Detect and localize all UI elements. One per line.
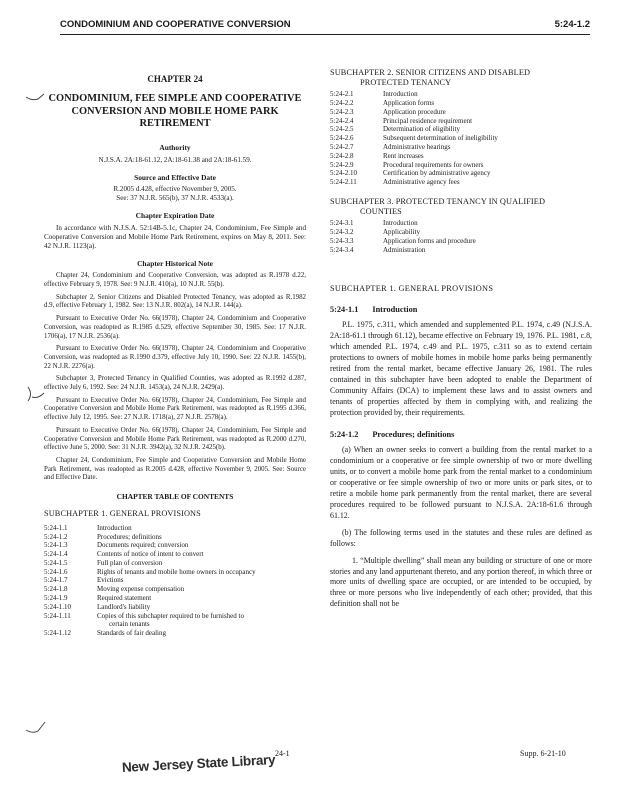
toc-entry <box>330 246 592 255</box>
rule-heading <box>330 305 592 314</box>
source-citation: See: 37 N.J.R. 565(b), 37 N.J.R. 4533(a). <box>116 193 234 202</box>
toc-entry <box>44 568 306 577</box>
history-note: Subchapter 3, Protected Tenancy in Qualified Counties, was adopted as R.1992 d.287, effective July 6, 1992. See: 24 N.J.R. 1453(a), 24 N.J.R. 2429(a). <box>44 375 306 392</box>
toc-entry <box>44 559 306 568</box>
history-heading: Chapter Historical Note <box>137 259 213 269</box>
toc-entry-number: 5:24-2.2 <box>330 98 354 107</box>
toc-entry-title: Rights of tenants and mobile home owners in occupancy <box>97 567 256 576</box>
toc-entry-title: Full plan of conversion <box>97 558 163 567</box>
authority-heading: Authority <box>159 142 191 152</box>
toc-entry-number: 5:24-1.9 <box>44 594 68 603</box>
toc-entry-number: 5:24-2.8 <box>330 151 354 160</box>
toc-entry-title: Subsequent determination of ineligibility <box>383 134 498 143</box>
toc-entry-title: Procedures; definitions <box>97 532 162 541</box>
toc-entry-number: 5:24-2.10 <box>330 169 358 178</box>
toc-entry <box>44 576 306 585</box>
toc-entry-title: Evictions <box>97 576 124 585</box>
toc-entry <box>44 524 306 533</box>
toc-entry <box>330 99 592 108</box>
toc-entry <box>44 594 306 603</box>
toc-entry-number: 5:24-1.5 <box>44 558 68 567</box>
subchapter-1-heading: SUBCHAPTER 1. GENERAL PROVISIONS <box>330 284 494 294</box>
toc-entry-title: Procedural requirements for owners <box>383 160 484 169</box>
toc-entry-title-continuation: certain tenants <box>109 620 150 629</box>
toc-subchapter-3-heading-continuation: COUNTIES <box>360 206 402 216</box>
chapter-title: CONDOMINIUM, FEE SIMPLE AND COOPERATIVE CONVERSION AND MOBILE HOME PARK RETIREMENT <box>48 93 302 130</box>
toc-entry <box>330 143 592 152</box>
toc-entry-title: Administration <box>383 245 426 254</box>
history-note: Pursuant to Executive Order No. 66(1978), Chapter 24, Condominium and Cooperative Conversion, was readopted as R.1990 d.379, effective July 10, 1990. See: 22 N.J.R. 1455(b), 22 N.J.R. 2276(a). <box>44 345 306 370</box>
toc-entry-title: Standards of fair dealing <box>97 629 167 638</box>
toc-subchapter-2-heading <box>330 68 592 87</box>
toc-entry-number: 5:24-1.7 <box>44 576 68 585</box>
toc-entry-number: 5:24-2.11 <box>330 178 357 187</box>
left-column <box>44 70 306 638</box>
toc-entry-title: Documents required; conversion <box>97 541 189 550</box>
history-note: Subchapter 2, Senior Citizens and Disabled Protected Tenancy, was adopted as R.1982 d.9, effective February 1, 1982. See: 13 N.J.R. 802(a), 14 N.J.R. 144(a). <box>44 293 306 310</box>
toc-subchapter-3-heading-line: SUBCHAPTER 3. PROTECTED TENANCY IN QUALIFIED <box>330 196 546 206</box>
toc-entry-title: Contents of notice of intent to convert <box>97 550 204 559</box>
toc-entry <box>330 178 592 187</box>
toc-subchapter-2 <box>330 90 592 187</box>
toc-entry-number: 5:24-1.6 <box>44 567 68 576</box>
running-header <box>60 18 590 35</box>
toc-entry-title: Principal residence requirement <box>383 116 473 125</box>
toc-entry-title: Moving expense compensation <box>97 585 185 594</box>
toc-entry-title: Applicability <box>383 227 420 236</box>
toc-subchapter-1-heading: SUBCHAPTER 1. GENERAL PROVISIONS <box>44 509 201 519</box>
toc-entry <box>44 550 306 559</box>
toc-entry-number: 5:24-1.3 <box>44 541 68 550</box>
toc-entry <box>330 134 592 143</box>
toc-entry-title <box>97 612 306 630</box>
toc-entry-title: Required statement <box>97 594 152 603</box>
toc-entry <box>330 169 592 178</box>
toc-entry-title: Landlord's liability <box>97 602 151 611</box>
toc-entry <box>330 237 592 246</box>
toc-entry <box>44 629 306 638</box>
rule-heading <box>330 430 592 439</box>
toc-subchapter-3-heading <box>330 197 592 216</box>
toc-subchapter-3 <box>330 219 592 254</box>
toc-entry-title: Application procedure <box>383 107 446 116</box>
toc-entry <box>330 117 592 126</box>
toc-entry-number: 5:24-2.5 <box>330 125 354 134</box>
toc-subchapter-1 <box>44 524 306 638</box>
toc-entry <box>44 603 306 612</box>
source-text: R.2005 d.428, effective November 9, 2005. <box>113 184 237 193</box>
toc-entry-title: Rent increases <box>383 151 424 160</box>
toc-entry <box>44 541 306 550</box>
toc-entry <box>330 219 592 228</box>
toc-entry <box>44 612 306 630</box>
margin-check-mark <box>24 718 48 736</box>
toc-entry-title: Determination of eligibility <box>383 125 460 134</box>
toc-entry-title: Administrative agency fees <box>383 178 460 187</box>
toc-entry-title-line: Copies of this subchapter required to be furnished to <box>97 611 244 620</box>
right-column <box>330 68 592 610</box>
toc-entry-title: Administrative hearings <box>383 142 451 151</box>
history-note: Chapter 24, Condominium, Fee Simple and Cooperative Conversion and Mobile Home Park Retirement, was readopted as R.2005 d.428, effective November 9, 2005. See: Source and Effective Date. <box>44 457 306 482</box>
expiration-text: In accordance with N.J.S.A. 52:14B-5.1c, Chapter 24, Condominium, Fee Simple and Cooperative Conversion and Mobile Home Park Retirement, expires on May 8, 2011. See: 42 N.J.R. 1123(a). <box>44 224 306 251</box>
toc-entry <box>330 90 592 99</box>
rule-title: Procedures; definitions <box>372 430 455 440</box>
toc-entry-number: 5:24-3.3 <box>330 236 354 245</box>
source-heading: Source and Effective Date <box>134 172 216 182</box>
chapter-label: CHAPTER 24 <box>147 74 203 84</box>
toc-entry <box>330 228 592 237</box>
running-header-title: CONDOMINIUM AND COOPERATIVE CONVERSION <box>60 19 291 30</box>
rule-number: 5:24-1.2 <box>330 430 359 440</box>
toc-entry-number: 5:24-1.2 <box>44 532 68 541</box>
toc-entry <box>44 533 306 542</box>
toc-entry-number: 5:24-1.12 <box>44 629 72 638</box>
toc-entry-number: 5:24-3.2 <box>330 227 354 236</box>
toc-entry <box>330 108 592 117</box>
toc-entry <box>330 152 592 161</box>
toc-entry <box>44 585 306 594</box>
toc-entry-number: 5:24-1.11 <box>44 611 71 620</box>
authority-text: N.J.S.A. 2A:18-61.12, 2A:18-61.38 and 2A:18-61.59. <box>98 155 252 164</box>
toc-entry-number: 5:24-1.10 <box>44 602 72 611</box>
rule-paragraph-a: (a) When an owner seeks to convert a building from the rental market to a condominium or a cooperative or fee simple ownership of two or more dwelling units, or to convert a mobile home park from the rental market to a condominium or cooperative or fee simple ownership of two or more units or park sites, or to retire a mobile home park permanently from the rental market, there are several procedures required to be followed pursuant to N.J.S.A. 2A:18-61.6 through 61.12. <box>330 445 592 520</box>
toc-entry <box>330 125 592 134</box>
toc-entry-number: 5:24-2.4 <box>330 116 354 125</box>
history-note: Pursuant to Executive Order No. 66(1978), Chapter 24, Condominium and Cooperative Conversion, was readopted as R.1985 d.529, effective September 30, 1985. See: 17 N.J.R. 1706(a), 17 N.J.R. 2536(a). <box>44 315 306 340</box>
running-header-section: 5:24-1.2 <box>554 19 590 30</box>
library-stamp: New Jersey State Library <box>121 751 276 775</box>
toc-entry-number: 5:24-1.4 <box>44 550 68 559</box>
toc-entry-title: Introduction <box>383 90 418 99</box>
history-note: Pursuant to Executive Order No. 66(1978), Chapter 24, Condominium, Fee Simple and Cooperative Conversion and Mobile Home Park Retirement, was readopted as R.1995 d.366, effective July 12, 1995. See: 27 N.J.R. 1718(a), 27 N.J.R. 2578(a). <box>44 396 306 422</box>
rule-title: Introduction <box>372 305 418 315</box>
toc-entry <box>330 161 592 170</box>
toc-subchapter-2-heading-continuation: PROTECTED TENANCY <box>360 77 452 87</box>
toc-entry-title: Introduction <box>383 219 418 228</box>
toc-entry-number: 5:24-3.1 <box>330 219 354 228</box>
toc-entry-number: 5:24-2.9 <box>330 160 354 169</box>
rule-text: P.L. 1975, c.311, which amended and supplemented P.L. 1974, c.49 (N.J.S.A. 2A:18-61.1 through 61.12), became effective on February 19, 1976. P.L. 1981, c.8, which amended P.L. 1974, c.49 and P.L. 1975, c.311 so as to extend certain protections to owners of mobile homes in mobile home parks being permanently retired from the rental market, became effective January 26, 1981. The rules contained in this subchapter have been adopted to enable the Department of Community Affairs (DCA) to implement these laws and to assist owners and tenants of properties affected by them in complying with, and realizing the protection provided by, their requirements. <box>330 320 592 417</box>
toc-entry-number: 5:24-2.3 <box>330 107 354 116</box>
supplement-date: Supp. 6-21-10 <box>520 749 566 758</box>
toc-entry-title: Introduction <box>97 523 132 532</box>
page-number: 24-1 <box>275 749 290 758</box>
rule-paragraph-b: (b) The following terms used in the statutes and these rules are defined as follows: <box>330 527 592 548</box>
toc-entry-number: 5:24-2.6 <box>330 134 354 143</box>
toc-entry-number: 5:24-1.1 <box>44 523 68 532</box>
toc-subchapter-2-heading-line: SUBCHAPTER 2. SENIOR CITIZENS AND DISABLED <box>330 68 531 77</box>
rule-number: 5:24-1.1 <box>330 305 359 315</box>
toc-entry-number: 5:24-2.7 <box>330 142 354 151</box>
toc-entry-number: 5:24-3.4 <box>330 245 354 254</box>
toc-heading: CHAPTER TABLE OF CONTENTS <box>116 492 234 502</box>
rule-paragraph-b1: 1. “Multiple dwelling” shall mean any building or structure of one or more stories and any land appurtenant thereto, and any portion thereof, in which three or more units of dwelling space are occupied, or are intended to be occupied, by three or more persons who live independently of each other; provided, that this definition shall not be <box>330 555 592 609</box>
toc-entry-number: 5:24-1.8 <box>44 585 68 594</box>
toc-entry-title: Certification by administrative agency <box>383 169 491 178</box>
history-note: Pursuant to Executive Order No. 66(1978), Chapter 24, Condominium, Fee Simple and Cooperative Conversion and Mobile Home Park Retirement, was readopted as R.2000 d.270, effective June 5, 2000. See: 31 N.J.R. 3942(a), 32 N.J.R. 2425(b). <box>44 426 306 452</box>
toc-entry-title: Application forms <box>383 98 435 107</box>
expiration-heading: Chapter Expiration Date <box>135 211 215 221</box>
toc-entry-number: 5:24-2.1 <box>330 90 354 99</box>
toc-entry-title: Application forms and procedure <box>383 236 476 245</box>
history-note: Chapter 24, Condominium and Cooperative Conversion, was adopted as R.1978 d.22, effective February 9, 1978. See: 9 N.J.R. 410(a), 10 N.J.R. 55(b). <box>44 272 306 289</box>
